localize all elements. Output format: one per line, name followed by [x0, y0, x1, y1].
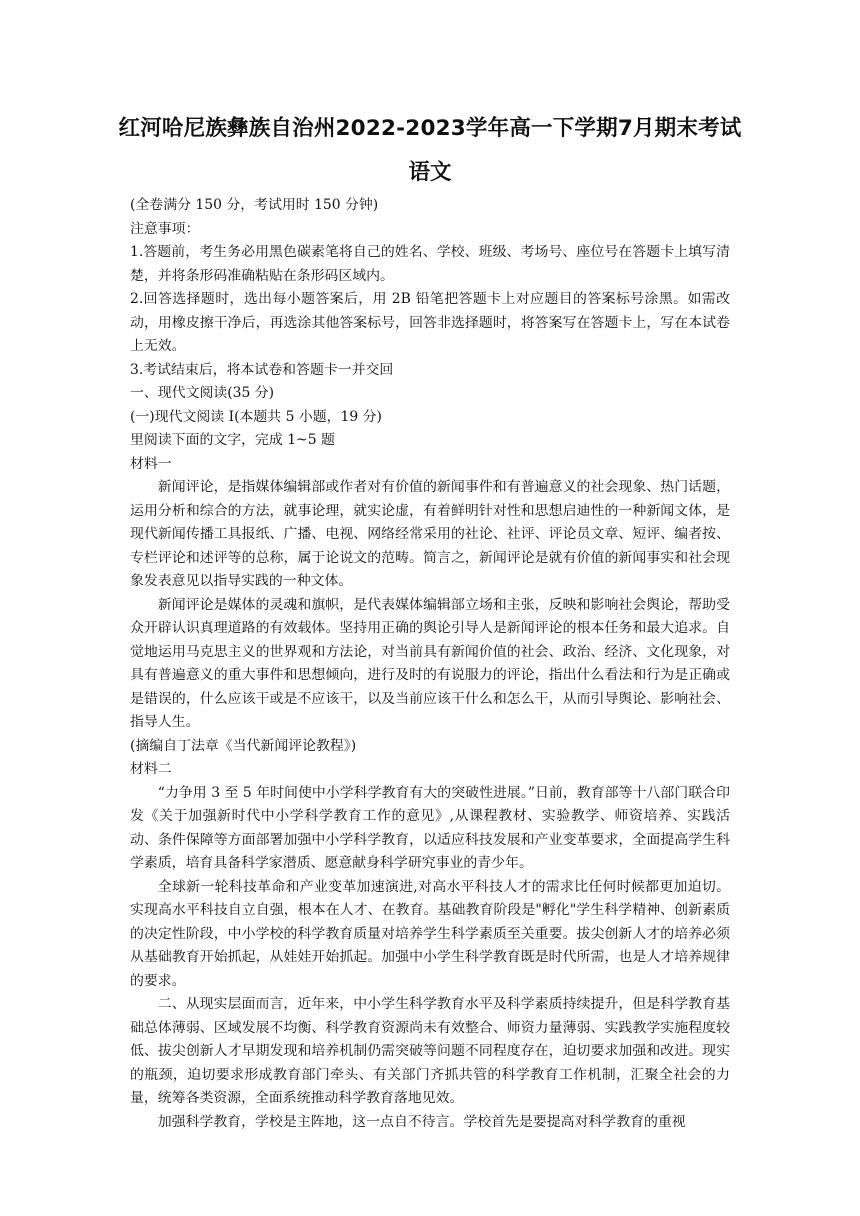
- exam-info: (全卷满分 150 分，考试用时 150 分钟): [130, 197, 379, 213]
- notice-item: 1.答题前，考生务必用黑色碳素笔将自己的姓名、学校、班级、考场号、座位号在答题卡上填写清楚，并将条形码准确粘贴在条形码区域内。: [130, 244, 730, 284]
- material-paragraph: 加强科学教育，学校是主阵地，这一点自不待言。学校首先是要提高对科学教育的重视: [157, 1113, 686, 1130]
- material-label: 材料一: [130, 455, 172, 472]
- exam-title: 红河哈尼族彝族自治州2022-2023学年高一下学期7月期末考试: [118, 116, 742, 141]
- instruction: 里阅读下面的文字，完成 1~5 题: [130, 432, 335, 448]
- material-paragraph: 二、从现实层面而言，近年来，中小学生科学教育水平及科学素质持续提升，但是科学教育基础总体薄弱、区域发展不均衡、科学教育资源尚未有效整合、师资力量薄弱、实践教学实施程度较低、拔尖创新人才早期发现和培养机制仍需突破等问题不同程度存在，迫切要求加强和改进。现实的瓶颈，迫切要求形成教育部门牵头、有关部门齐抓共管的科学教育工作机制，汇聚全社会的力量，统筹各类资源，全面系统推动科学教育落地见效。: [130, 996, 730, 1106]
- document-body: [130, 194, 730, 1134]
- material-paragraph: 全球新一轮科技革命和产业变革加速演进,对高水平科技人才的需求比任何时候都更加迫切。实现高水平科技自立自强，根本在人才、在教育。基础教育阶段是"孵化"学生科学精神、创新素质的决定性阶段，中小学校的科学教育质量对培养学生科学素质至关重要。拔尖创新人才的培养必须从基础教育开始抓起，从娃娃开始抓起。加强中小学生科学教育既是时代所需，也是人才培养规律的要求。: [130, 878, 730, 989]
- notice-item: 2.回答选择题时，选出每小题答案后，用 2B 铅笔把答题卡上对应题目的答案标号涂黑。如需改动，用橡皮擦干净后，再选涂其他答案标号，回答非选择题时，将答案写在答题卡上，写在本试卷上无效。: [130, 291, 730, 354]
- notice-item: 3.考试结束后，将本试卷和答题卡一并交回: [130, 361, 394, 378]
- notice-heading: 注意事项：: [130, 220, 200, 237]
- material-label: 材料二: [130, 761, 172, 777]
- section-heading: 一、现代文阅读(35 分): [130, 385, 275, 401]
- material-paragraph: 新闻评论是媒体的灵魂和旗帜，是代表媒体编辑部立场和主张，反映和影响社会舆论，帮助受众开辟认识真理道路的有效载体。坚持用正确的舆论引导人是新闻评论的根本任务和最大追求。自觉地运用马克思主义的世界观和方法论，对当前具有新闻价值的社会、政治、经济、文化现象，对具有普遍意义的重大事件和思想倾向，进行及时的有说服力的评论，指出什么看法和行为是正确或是错误的，什么应该干或是不应该干，以及当前应该干什么和怎么干，从而引导舆论、影响社会、指导人生。: [130, 596, 730, 730]
- material-paragraph: 新闻评论，是指媒体编辑部或作者对有价值的新闻事件和有普遍意义的社会现象、热门话题，运用分析和综合的方法，就事论理，就实论虚，有着鲜明针对性和思想启迪性的一种新闻文体，是现代新闻传播工具报纸、广播、电视、网络经常采用的社论、社评、评论员文章、短评、编者按、专栏评论和述评等的总称，属于论说文的范畴。简言之，新闻评论是就有价值的新闻事实和社会现象发表意见以指导实践的一种文体。: [130, 479, 730, 589]
- material-source: (摘编自丁法章《当代新闻评论教程》): [130, 737, 357, 754]
- material-paragraph: “力争用 3 至 5 年时间使中小学科学教育有大的突破性进展。”日前，教育部等十八部门联合印发《关于加强新时代中小学科学教育工作的意见》,从课程教材、实验教学、师资培养、实践活动、条件保障等方面部署加强中小学科学教育，以适应科技发展和产业变革要求，全面提高学生科学素质，培育具备科学家潜质、愿意献身科学研究事业的青少年。: [130, 784, 730, 871]
- subject-title: 语文: [408, 160, 452, 185]
- subsection-heading: (一)现代文阅读 I(本题共 5 小题，19 分): [130, 408, 382, 425]
